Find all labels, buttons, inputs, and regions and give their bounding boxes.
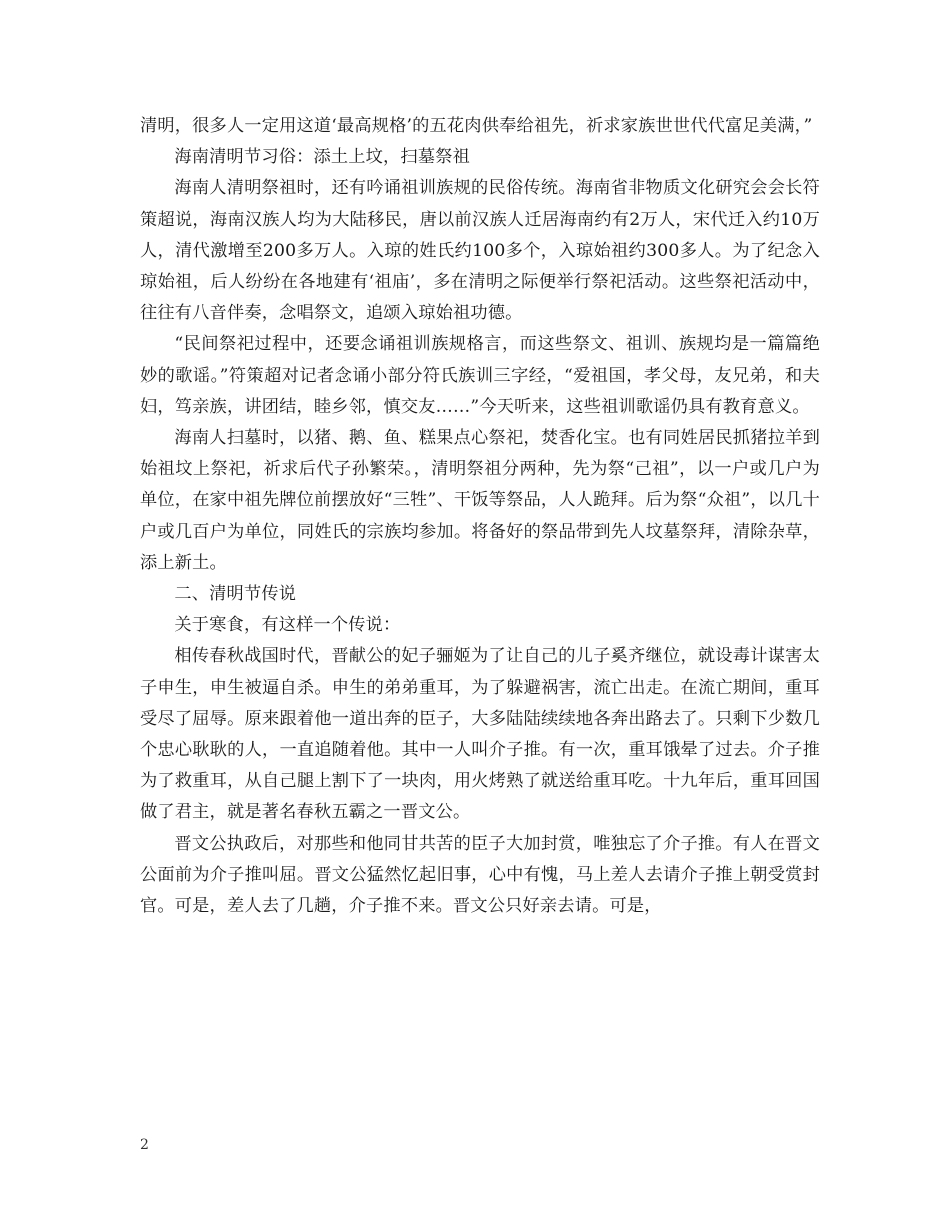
paragraph: 相传春秋战国时代，晋献公的妃子骊姬为了让自己的儿子奚齐继位，就设毒计谋害太子申生，申生被逼自杀。申生的弟弟重耳，为了躲避祸害，流亡出走。在流亡期间，重耳受尽了屈辱。原来跟着他一道出奔的臣子，大多陆陆续续地各奔出路去了。只剩下少数几个忠心耿耿的人，一直追随着他。其中一人叫介子推。有一次，重耳饿晕了过去。介子推为了救重耳，从自己腿上割下了一块肉，用火烤熟了就送给重耳吃。十九年后，重耳回国做了君主，就是著名春秋五霸之一晋文公。	[140, 646, 820, 823]
paragraph: 晋文公执政后，对那些和他同甘共苦的臣子大加封赏，唯独忘了介子推。有人在晋文公面前为介子推叫屈。晋文公猛然忆起旧事，心中有愧，马上差人去请介子推上朝受赏封官。可是，差人去了几趟，介子推不来。晋文公只好亲去请。可是，	[140, 833, 820, 917]
paragraph: 清明，很多人一定用这道‘最高规格’的五花肉供奉给祖先，祈求家族世世代代富足美满，”	[140, 116, 813, 136]
paragraph: 关于寒食，有这样一个传说：	[174, 615, 401, 636]
paragraph: 海南人清明祭祖时，还有吟诵祖训族规的民俗传统。海南省非物质文化研究会会长符策超说，海南汉族人均为大陆移民，唐以前汉族人迁居海南约有2万人，宋代迁入约10万人，清代激增至200多万人。入琼的姓氏约100多个，入琼始祖约300多人。为了纪念入琼始祖，后人纷纷在各地建有‘祖庙’，多在清明之际便举行祭祀活动。这些祭祀活动中，往往有八音伴奏，念唱祭文，追颂入琼始祖功德。	[140, 178, 820, 324]
page-number: 2	[140, 1137, 149, 1153]
paragraph: 海南人扫墓时，以猪、鹅、鱼、糕果点心祭祀，焚香化宝。也有同姓居民抓猪拉羊到始祖坟上祭祀，祈求后代子孙繁荣。，清明祭祖分两种，先为祭“己祖”，以一户或几户为单位，在家中祖先牌位前摆放好“三牲”、干饭等祭品，人人跪拜。后为祭“众祖”，以几十户或几百户为单位，同姓氏的宗族均参加。将备好的祭品带到先人坟墓祭拜，清除杂草，添上新土。	[140, 428, 820, 573]
section-heading: 二、清明节传说	[174, 584, 297, 605]
document-body	[140, 111, 820, 922]
paragraph: 海南清明节习俗：添土上坟，扫墓祭祖	[174, 147, 470, 168]
paragraph: “民间祭祀过程中，还要念诵祖训族规格言，而这些祭文、祖训、族规均是一篇篇绝妙的歌谣。”符策超对记者念诵小部分符氏族训三字经，“爱祖国，孝父母，友兄弟，和夫妇，笃亲族，讲团结，睦乡邻，慎交友……”今天听来，这些祖训歌谣仍具有教育意义。	[140, 334, 820, 417]
